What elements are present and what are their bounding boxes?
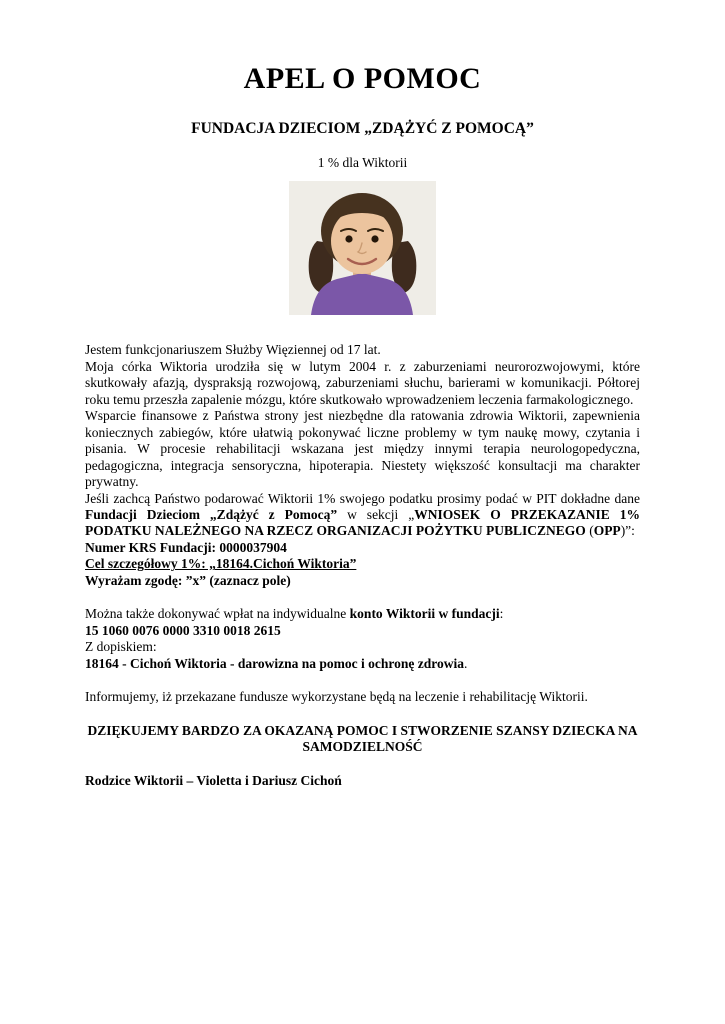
account-intro-line (85, 606, 640, 622)
signature-block (85, 773, 640, 789)
photo-wiktoria (289, 181, 436, 315)
consent-line: Wyrażam zgodę: ”x” (zaznacz pole) (85, 572, 291, 588)
paragraph-tax (85, 491, 640, 540)
info-block (85, 689, 640, 705)
eye-right (371, 236, 378, 243)
opp-abbreviation: OPP (593, 523, 621, 539)
pit-section-title: WNIOSEK O PRZEKAZANIE 1% PODATKU NALEŻNEGO NA RZECZ ORGANIZACJI POŻYTKU PUBLICZNEGO (85, 506, 640, 539)
text-run: ( (585, 523, 594, 539)
thank-you-message: DZIĘKUJEMY BARDZO ZA OKAZANĄ POMOC I STWORZENIE SZANSY DZIECKA NA SAMODZIELNOŚĆ (87, 722, 638, 755)
parents-signature: Rodzice Wiktorii – Violetta i Dariusz Cichoń (85, 772, 342, 788)
krs-number-line: Numer KRS Fundacji: 0000037904 (85, 539, 287, 555)
text-run: : (499, 606, 504, 622)
text-run: w sekcji „ (337, 506, 415, 522)
page-title: APEL O POMOC (243, 62, 482, 95)
foundation-name-inline: Fundacji Dzieciom „Zdążyć z Pomocą” (85, 506, 338, 522)
text-run: . (464, 655, 468, 671)
paragraph-intro: Jestem funkcjonariuszem Służby Więziennej od 17 lat. (85, 342, 381, 358)
donation-account-block (85, 606, 640, 672)
funds-info: Informujemy, iż przekazane fundusze wykorzystane będą na leczenie i rehabilitację Wiktorii. (85, 689, 588, 705)
transfer-note-line (85, 656, 640, 672)
tagline: 1 % dla Wiktorii (317, 155, 408, 171)
paragraph-support: Wsparcie finansowe z Państwa strony jest niezbędne dla ratowania zdrowia Wiktorii, zapewnienia koniecznych zabiegów, które ułatwią pokonywać liczne problemy w tym naukę mowy, czytania i pisania. W procesie rehabilitacji wskazana jest między innymi terapia neurologopedyczna, pedagogiczna, integracja sensoryczna, hipoterapia. Niestety większość konsultacji ma charakter prywatny. (85, 408, 640, 490)
body-text (85, 342, 640, 789)
bank-account-number: 15 1060 0076 0000 3310 0018 2615 (85, 622, 281, 638)
eye-left (345, 236, 352, 243)
account-intro-bold: konto Wiktorii w fundacji (349, 606, 500, 622)
paragraph-daughter: Moja córka Wiktoria urodziła się w lutym 2004 r. z zaburzeniami neurorozwojowymi, które skutkowały afazją, dyspraksją rozwojową, zaburzeniami słuchu, barierami w komunikacji. Półtorej roku temu przeszła zapalenie mózgu, które skutkowało wprowadzeniem leczenia farmakologicznego. (85, 358, 640, 407)
note-label: Z dopiskiem: (85, 639, 157, 655)
goal-line: Cel szczegółowy 1%: „18164.Cichoń Wiktoria” (85, 556, 357, 572)
text-run: )”: (620, 523, 635, 539)
text-run: Jeśli zachcą Państwo podarować Wiktorii 1% swojego podatku prosimy podać w PIT dokładne dane (85, 490, 640, 506)
foundation-name-heading: FUNDACJA DZIECIOM „ZDĄŻYĆ Z POMOCĄ” (191, 119, 534, 137)
transfer-note: 18164 - Cichoń Wiktoria - darowizna na pomoc i ochronę zdrowia (85, 655, 465, 671)
photo-container (85, 181, 640, 315)
text-run: Można także dokonywać wpłat na indywidualne (85, 606, 350, 622)
goal-line-wrap (85, 556, 640, 572)
thanks-block (85, 723, 640, 756)
